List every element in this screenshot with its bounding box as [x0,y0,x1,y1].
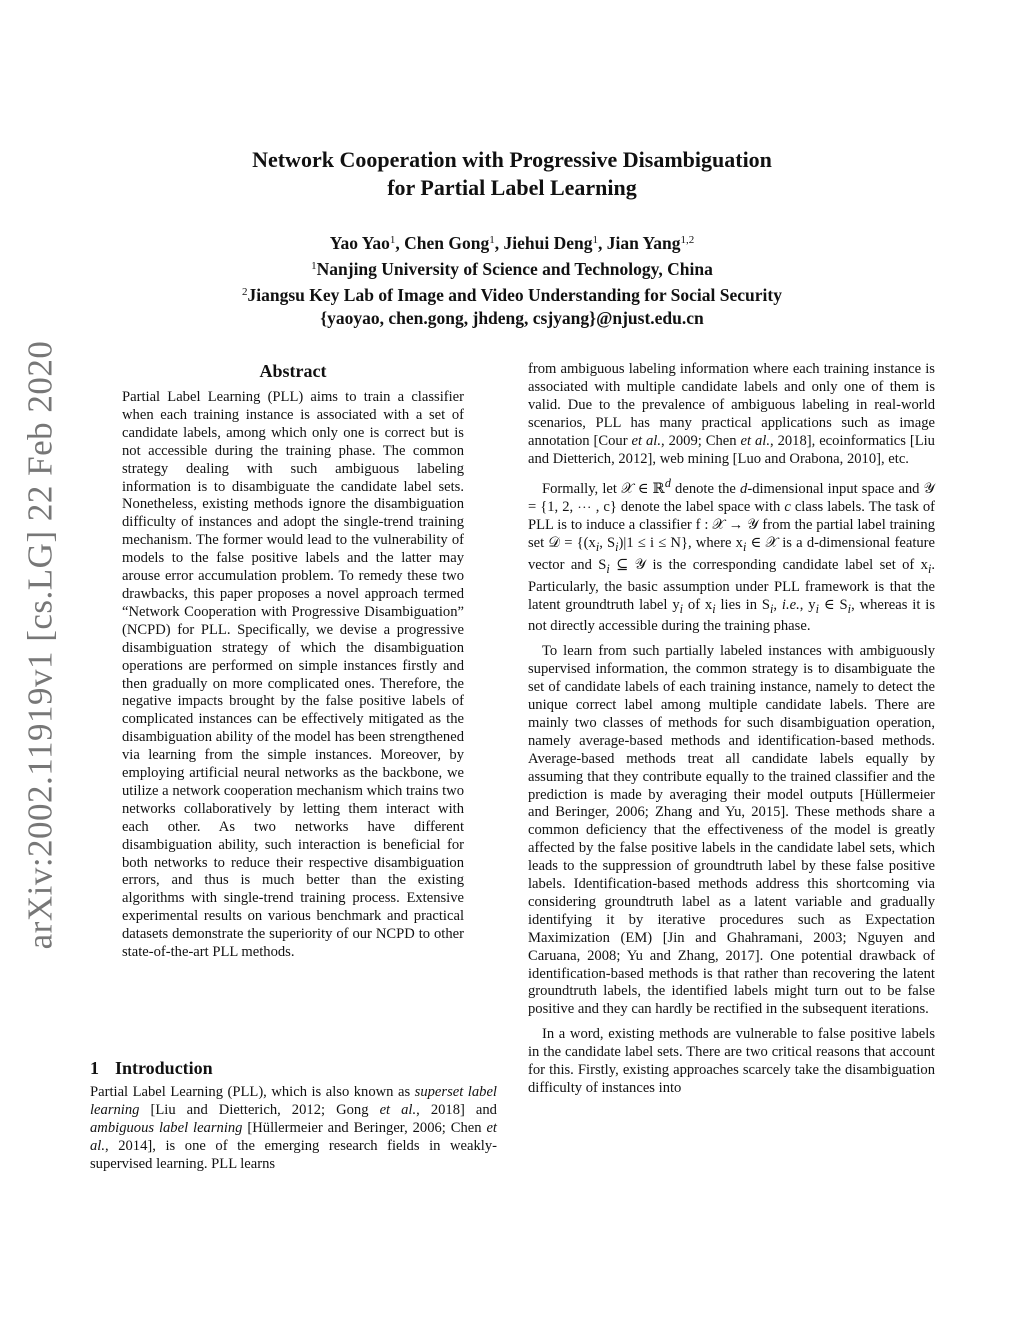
author-4: Jian Yang [606,233,681,253]
title-line-1: Network Cooperation with Progressive Disambiguation [252,147,772,172]
author-block [0,229,1024,330]
section-number: 1 [90,1058,99,1078]
paper-title [0,146,1024,202]
arxiv-sidebar [8,340,72,950]
author-2-sup: 1 [489,234,495,246]
author-1: Yao Yao [329,233,390,253]
arxiv-id-stamp: arXiv:2002.11919v1 [cs.LG] 22 Feb 2020 [20,340,59,950]
author-3: Jiehui Deng [503,233,593,253]
section-title: Introduction [115,1058,213,1078]
title-line-2: for Partial Label Learning [387,175,637,200]
affiliation-1: $^1$Nanjing University of Science and Technology, China [311,259,713,279]
right-column [528,361,935,1105]
author-emails: {yaoyao, chen.gong, jhdeng, csjyang}@njust.edu.cn [320,308,704,328]
intro-heading [90,1058,213,1079]
author-2: Chen Gong [404,233,490,253]
right-paragraph-3: To learn from such partially labeled instances with ambiguously supervised information, the common strategy is to disambiguate the set of candidate labels of each training instance, namely to detect the unique correct label among multiple candidate labels. There are mainly two classes of methods for such disambiguation operation, namely average-based methods and identification-based methods. Average-based methods treat all candidate labels equally by assuming that they contribute equally to the trained classifier and the prediction is made by averaging their model outputs [Hüllermeier and Beringer, 2006; Zhang and Yu, 2015]. These methods share a common deficiency that the effectiveness of the model is greatly affected by the false positive labels in the candidate label sets, which leads to the suppression of groundtruth label by these false positive labels. Identification-based methods address this shortcoming via considering groundtruth label as a latent variable and gradually identifying it by iterative procedures such as Expectation Maximization (EM) [Jin and Ghahramani, 2003; Nguyen and Caruana, 2008; Yu and Zhang, 2017]. One potential drawback of identification-based methods is that rather than recovering the latent groundtruth labels, the identified labels might turn out to be false positive and they can hardly be rectified in the subsequent iterations. [528,643,935,1018]
right-paragraph-4: In a word, existing methods are vulnerable to false positive labels in the candidate label sets. There are two critical reasons that account for this. Firstly, existing approaches scarcely take the disambiguation difficulty of instances into [528,1026,935,1097]
author-names: Yao Yao$^1$, Chen Gong$^1$, Jiehui Deng$^1$, Jian Yang$^{1,2}$ [329,233,695,253]
intro-paragraph-1: Partial Label Learning (PLL), which is also known as superset label learning [Liu and Dietterich, 2012; Gong et al., 2018] and ambiguous label learning [Hüllermeier and Beringer, 2006; Chen et al., 2014], is one of the emerging research fields in weakly-supervised learning. PLL learns [90,1084,497,1172]
author-3-sup: 1 [592,234,598,246]
author-1-sup: 1 [389,234,396,246]
abstract-body [122,389,464,962]
author-4-sup: 1,2 [680,234,695,246]
abstract-text: Partial Label Learning (PLL) aims to train a classifier when each training instance is associated with a set of candidate labels, among which only one is correct but is not accessible during the training phase. The common strategy dealing with such ambiguous labeling information is to disambiguate the candidate label sets. Nonetheless, existing methods ignore the disambiguation difficulty of instances and adopt the single-trend training mechanism. The former would lead to the vulnerability of models to the false positive labels and the latter may arouse error accumulation problem. To remedy these two drawbacks, this paper proposes a novel approach termed “Network Cooperation with Progressive Disambiguation” (NCPD) for PLL. Specifically, we devise a progressive disambiguation strategy of which the disambiguation operations are performed on simple instances firstly and then gradually on more complicated ones. Therefore, the negative impacts brought by the false positive labels of complicated instances can be effectively mitigated as the disambiguation ability of the model has been strengthened via learning from the simple instances. Moreover, by employing artificial neural networks as the backbone, we utilize a network cooperation mechanism which trains two networks collaboratively by letting them interact with each other. As two networks have different disambiguation ability, such interaction is beneficial for both networks to reduce their respective disambiguation errors, and thus is much better than the existing algorithms with single-trend training process. Extensive experimental results on various benchmark and practical datasets demonstrate the superiority of our NCPD to other state-of-the-art PLL methods. [122,389,464,961]
affiliation-2: $^2$Jiangsu Key Lab of Image and Video Understanding for Social Security [242,285,782,305]
right-paragraph-2: Formally, let 𝒳 ∈ ℝ$^d$ denote the d-dimensional input space and 𝒴 = {1, 2, ⋯ , c} denote the label space with c class labels. The task of PLL is to induce a classifier f : 𝒳 → 𝒴 from the partial label training set 𝒟 = {($x_i$, $S_i)|1 \le i \le N$}, where $x_i$ ∈ 𝒳 is a d-dimensional feature vector and $S_i$ ⊆ 𝒴 is the corresponding candidate label set of $x_i$. Particularly, the basic assumption under PLL framework is that the latent groundtruth label $y_i$ of $x_i$ lies in $S_i$, i.e., $y_i$ ∈ $S_i$, whereas it is not directly accessible during the training phase. [528,476,936,635]
abstract-heading: Abstract [259,361,327,381]
right-paragraph-1: from ambiguous labeling information where each training instance is associated with multiple candidate labels and only one of them is valid. Due to the prevalence of ambiguous labeling in real-world scenarios, PLL has many practical applications such as image annotation [Cour et al., 2009; Chen et al., 2018], ecoinformatics [Liu and Dietterich, 2012], web mining [Luo and Orabona, 2010], etc. [528,361,935,467]
